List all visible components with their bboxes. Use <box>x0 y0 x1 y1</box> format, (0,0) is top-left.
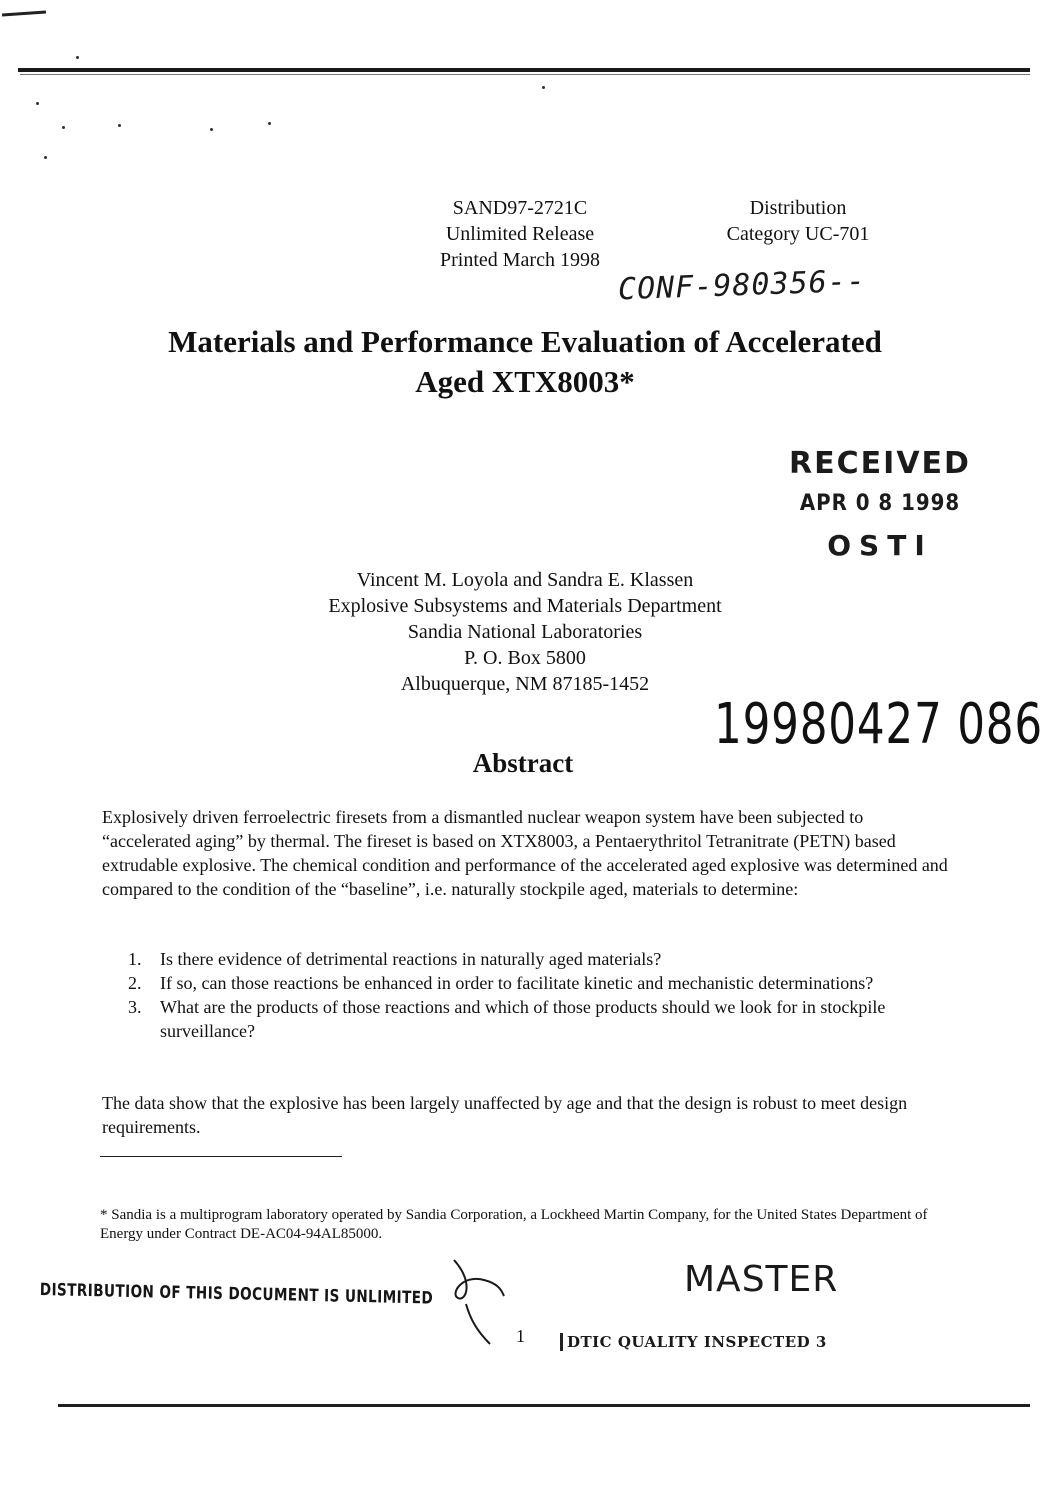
abstract-heading: Abstract <box>472 748 574 778</box>
dtic-quality-stamp: DTIC QUALITY INSPECTED 3 <box>560 1333 827 1351</box>
scan-speck <box>542 86 545 89</box>
report-number: SAND97-2721C <box>452 197 588 219</box>
author-names: Vincent M. Loyola and Sandra E. Klassen <box>356 569 694 591</box>
title-line-2: Aged XTX8003* <box>415 364 635 399</box>
author-affiliation-block <box>290 567 760 697</box>
stamp-osti: OSTI <box>827 529 933 562</box>
received-stamp <box>780 446 980 564</box>
list-item <box>102 971 952 995</box>
list-item-text: What are the products of those reactions and which of those products should we look for in stockpile surveillance? <box>160 997 886 1041</box>
handwritten-conf-number: CONF-980356-- <box>617 263 867 308</box>
footnote: * Sandia is a multiprogram laboratory operated by Sandia Corporation, a Lockheed Martin Company, for the United States Department of Energy under Contract DE-AC04-94AL85000. <box>100 1207 928 1242</box>
page-number: 1 <box>516 1326 525 1346</box>
scan-speck <box>268 122 271 125</box>
scan-mark <box>2 10 46 16</box>
bottom-scan-border <box>58 1404 1030 1407</box>
author-city: Albuquerque, NM 87185-1452 <box>400 673 650 695</box>
stamp-date: APR 0 8 1998 <box>799 491 961 516</box>
scan-speck <box>62 126 65 129</box>
distribution-label: Distribution <box>749 197 847 219</box>
list-item <box>102 947 952 971</box>
handwritten-signature <box>444 1252 514 1348</box>
top-scan-border <box>18 68 1030 72</box>
master-stamp: MASTER <box>684 1259 839 1300</box>
top-scan-border-thin <box>20 74 1030 75</box>
footnote-divider <box>100 1156 342 1157</box>
list-item-text: If so, can those reactions be enhanced in order to facilitate kinetic and mechanistic determinations? <box>160 973 874 993</box>
distribution-category: Category UC-701 <box>726 223 870 245</box>
list-item-text: Is there evidence of detrimental reactions in naturally aged materials? <box>160 949 662 969</box>
scan-speck <box>76 56 79 59</box>
author-organization: Sandia National Laboratories <box>407 621 643 643</box>
author-po-box: P. O. Box 5800 <box>464 647 586 669</box>
scan-speck <box>44 156 47 159</box>
list-item <box>102 995 952 1043</box>
scan-speck <box>36 102 39 105</box>
list-item-number: 1. <box>128 949 142 969</box>
author-department: Explosive Subsystems and Materials Department <box>328 595 722 617</box>
release-status: Unlimited Release <box>445 223 595 245</box>
abstract-conclusion: The data show that the explosive has been largely unaffected by age and that the design is robust to meet design requirements. <box>102 1093 908 1137</box>
abstract-question-list <box>102 947 952 1043</box>
list-item-number: 2. <box>128 973 142 993</box>
list-item-number: 3. <box>128 997 142 1017</box>
distribution-category-block <box>706 195 890 247</box>
stamp-received: RECEIVED <box>789 446 971 481</box>
document-title <box>90 322 960 402</box>
scan-speck <box>210 128 213 131</box>
distribution-statement: DISTRIBUTION OF THIS DOCUMENT IS UNLIMITED <box>39 1280 434 1309</box>
title-line-1: Materials and Performance Evaluation of Accelerated <box>168 324 882 359</box>
accession-number: 19980427 086 <box>714 692 1043 757</box>
scan-speck <box>118 124 121 127</box>
print-date: Printed March 1998 <box>440 249 600 271</box>
abstract-intro: Explosively driven ferroelectric firesets from a dismantled nuclear weapon system have been subjected to “accelerated aging” by thermal. The fireset is based on XTX8003, a Pentaerythritol Tetranitrate (PETN) based extrudable explosive. The chemical condition and performance of the accelerated aged explosive was determined and compared to the condition of the “baseline”, i.e. naturally stockpile aged, materials to determine: <box>102 807 948 899</box>
report-number-block <box>420 195 620 273</box>
